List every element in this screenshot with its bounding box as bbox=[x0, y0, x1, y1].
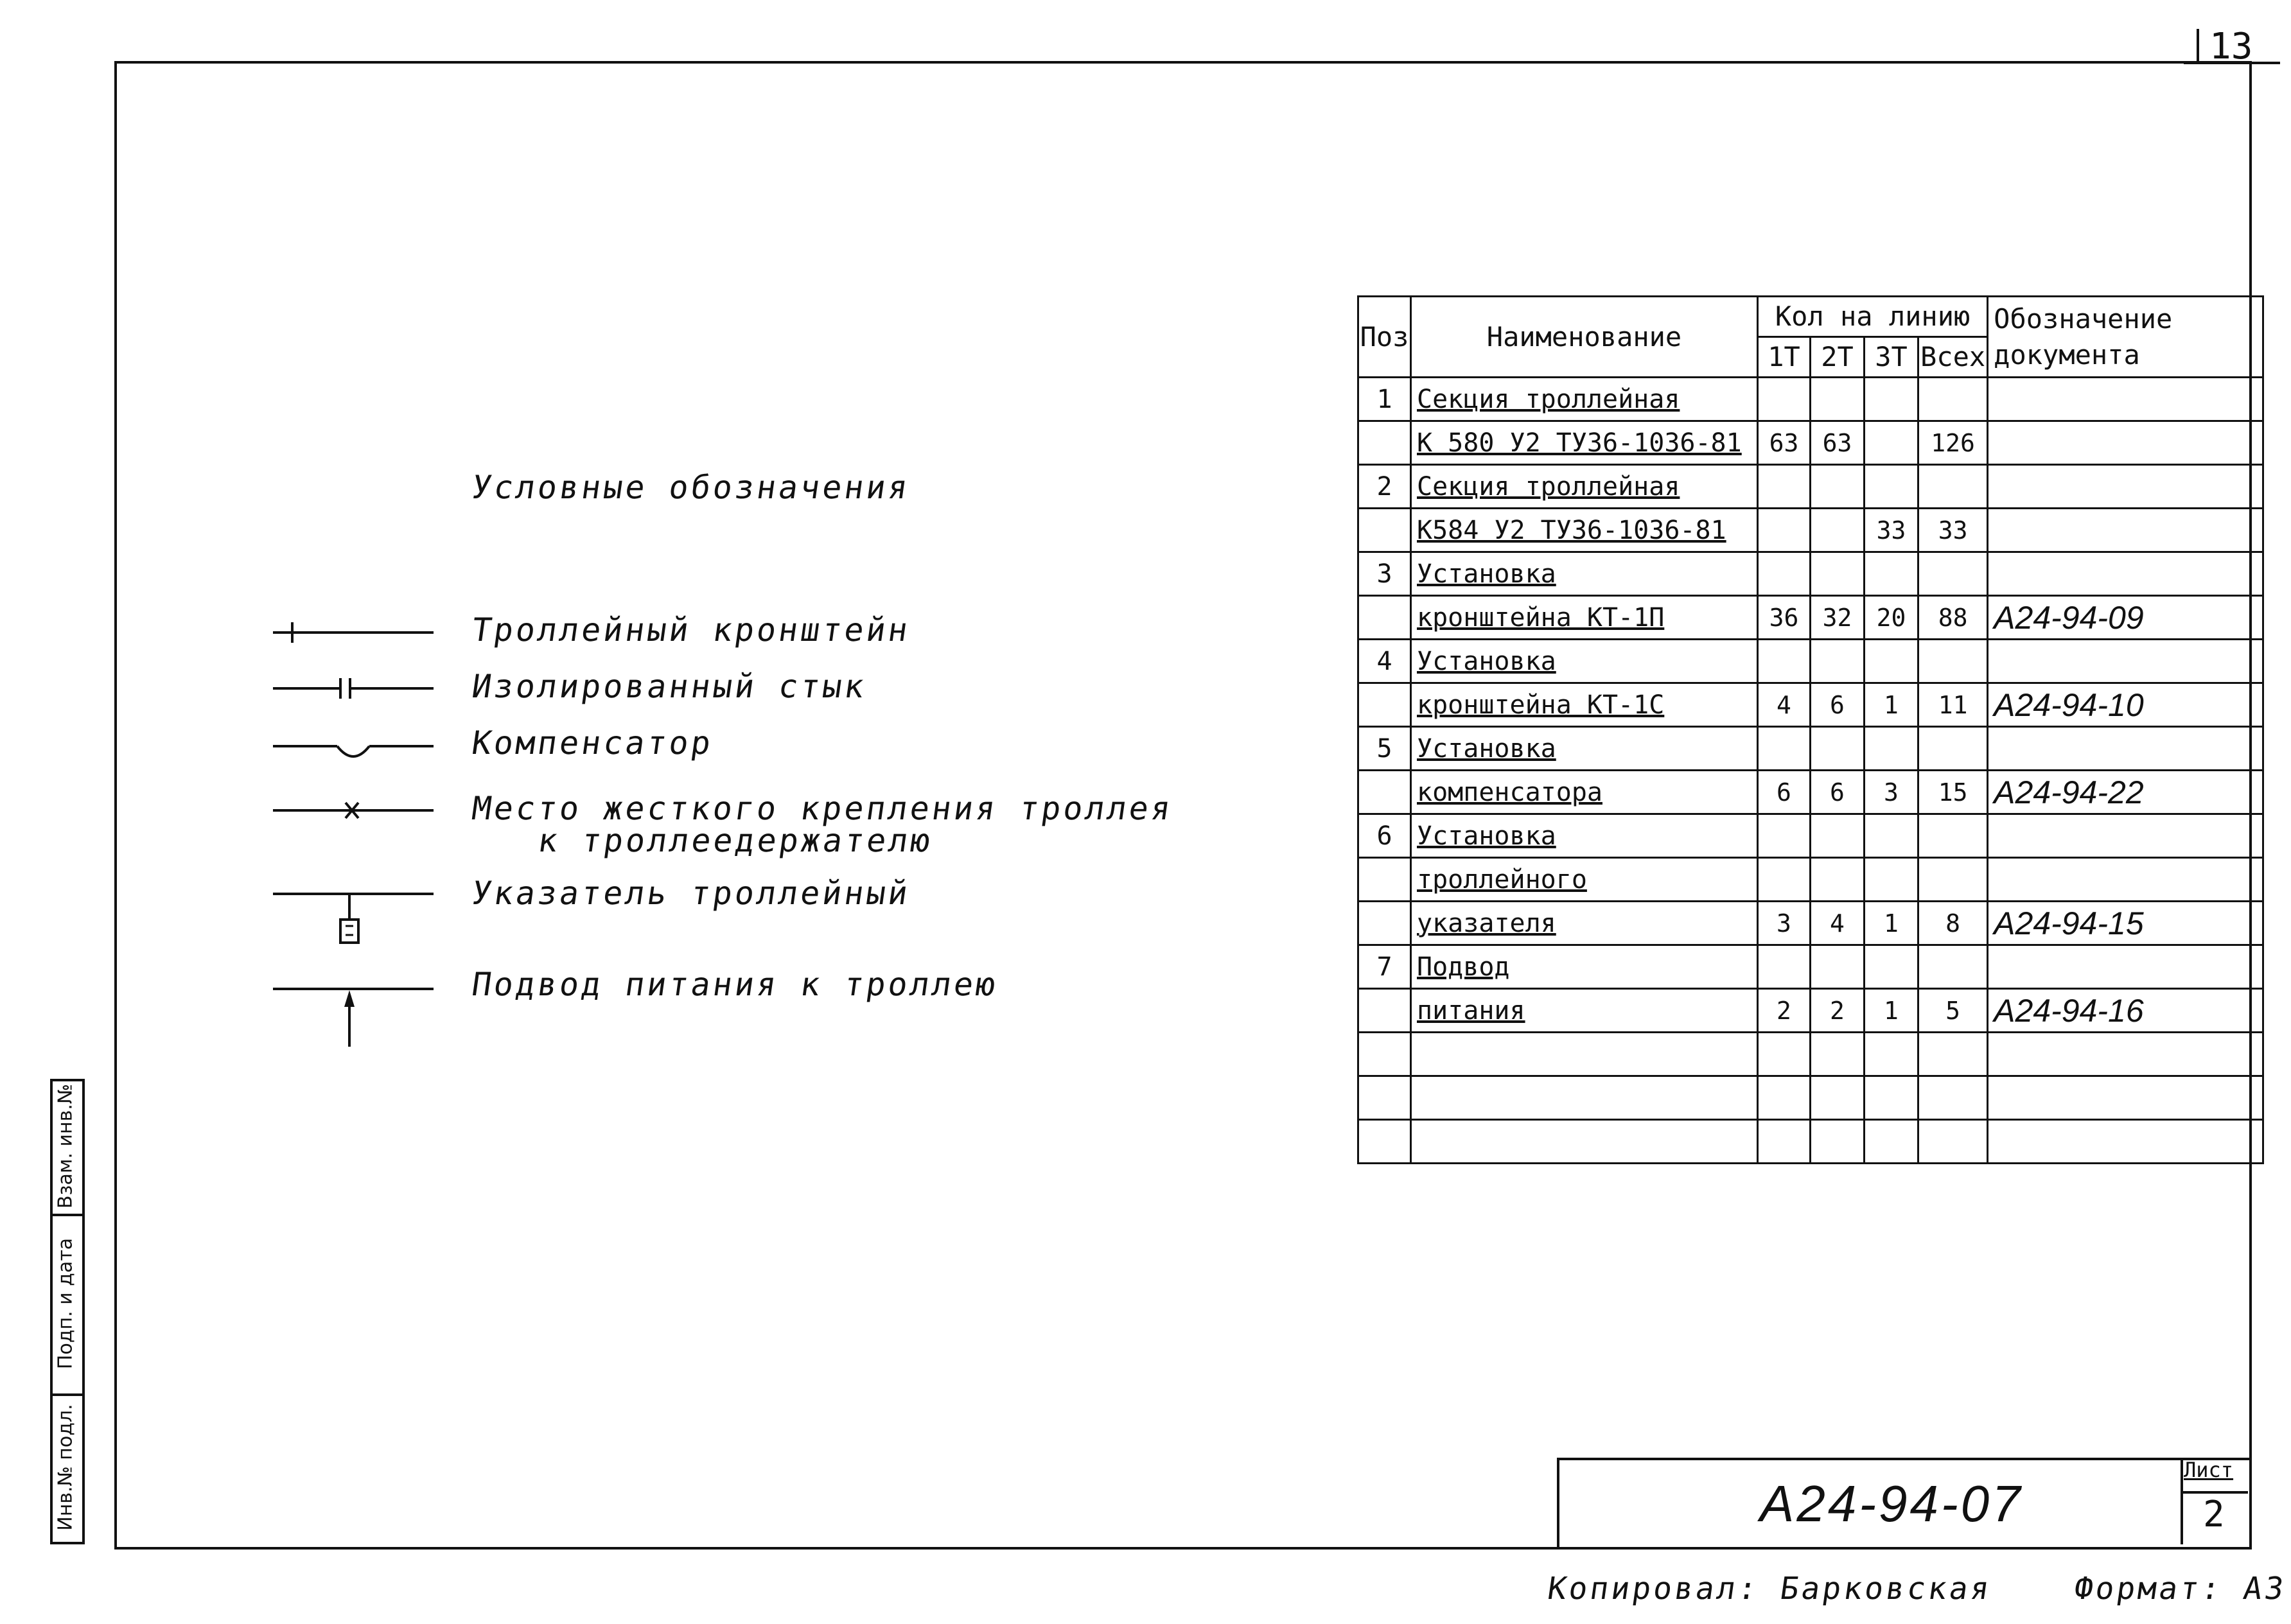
cell-qty-3t-text: 1 bbox=[1884, 690, 1899, 719]
table-row bbox=[1358, 945, 2263, 989]
table-row bbox=[1358, 727, 2263, 771]
cell-qty-2t bbox=[1811, 814, 1865, 858]
cell-doc bbox=[1988, 814, 2263, 858]
table-row bbox=[1358, 858, 2263, 902]
cell-qty-1t bbox=[1758, 683, 1811, 727]
cell-name bbox=[1411, 814, 1758, 858]
cell-qty-3t bbox=[1865, 640, 1918, 683]
cell-qty-3t bbox=[1865, 1076, 1918, 1120]
cell-doc bbox=[1988, 771, 2263, 814]
top-number-divider bbox=[2197, 29, 2199, 61]
cell-qty-2t bbox=[1811, 421, 1865, 465]
cell-name bbox=[1411, 378, 1758, 421]
cell-qty-all bbox=[1918, 1033, 1988, 1076]
cell-name bbox=[1411, 1076, 1758, 1120]
legend-title: Условные обозначения bbox=[469, 469, 913, 506]
cell-pos bbox=[1358, 858, 1411, 902]
cell-qty-1t bbox=[1758, 989, 1811, 1033]
cell-name-text: компенсатора bbox=[1417, 777, 1602, 807]
cell-name-text: троллейного bbox=[1417, 864, 1587, 895]
cell-qty-1t bbox=[1758, 378, 1811, 421]
cell-pos-text: 1 bbox=[1376, 384, 1392, 414]
header-qty-3t: 3Т bbox=[1865, 337, 1918, 378]
cell-qty-3t bbox=[1865, 727, 1918, 771]
cell-pos bbox=[1358, 989, 1411, 1033]
side-label-signature: Подп. и дата bbox=[54, 1237, 77, 1370]
cell-qty-all bbox=[1918, 771, 1988, 814]
cell-name bbox=[1411, 1120, 1758, 1164]
side-label-inventory: Инв.№ подл. bbox=[54, 1404, 77, 1531]
cell-doc bbox=[1988, 421, 2263, 465]
cell-doc bbox=[1988, 378, 2263, 421]
cell-name-text: К584 У2 ТУ36-1036-81 bbox=[1417, 515, 1726, 545]
cell-qty-2t-text: 2 bbox=[1830, 996, 1845, 1025]
header-pos: Поз bbox=[1358, 297, 1411, 378]
cell-doc bbox=[1988, 1120, 2263, 1164]
footer-format: Формат: А3 bbox=[2072, 1571, 2288, 1607]
insulated-joint-symbol-icon bbox=[270, 669, 437, 708]
cell-qty-3t-text: 20 bbox=[1876, 603, 1906, 632]
cell-qty-1t bbox=[1758, 1033, 1811, 1076]
cell-doc bbox=[1988, 640, 2263, 683]
table-row bbox=[1358, 902, 2263, 945]
cell-qty-3t bbox=[1865, 902, 1918, 945]
cell-doc-text: А24-94-10 bbox=[1994, 686, 2144, 723]
cell-name-text: Установка bbox=[1417, 821, 1556, 851]
cell-doc bbox=[1988, 902, 2263, 945]
cell-pos bbox=[1358, 552, 1411, 596]
cell-name bbox=[1411, 421, 1758, 465]
cell-doc bbox=[1988, 509, 2263, 552]
cell-name-text: Секция троллейная bbox=[1417, 384, 1680, 414]
table-header-row-1 bbox=[1358, 297, 2263, 337]
cell-qty-1t-text: 4 bbox=[1777, 690, 1791, 719]
cell-qty-3t bbox=[1865, 596, 1918, 640]
cell-qty-3t-text: 1 bbox=[1884, 909, 1899, 938]
compensator-symbol-icon bbox=[270, 727, 437, 772]
table-row bbox=[1358, 989, 2263, 1033]
cell-pos-text: 7 bbox=[1376, 952, 1392, 982]
cell-name bbox=[1411, 552, 1758, 596]
cell-qty-2t bbox=[1811, 945, 1865, 989]
cell-qty-2t bbox=[1811, 989, 1865, 1033]
header-name: Наименование bbox=[1411, 297, 1758, 378]
cell-doc bbox=[1988, 552, 2263, 596]
cell-qty-1t bbox=[1758, 902, 1811, 945]
cell-qty-2t bbox=[1811, 378, 1865, 421]
cell-name bbox=[1411, 596, 1758, 640]
cell-qty-3t bbox=[1865, 989, 1918, 1033]
cell-doc-text: А24-94-16 bbox=[1994, 992, 2144, 1029]
legend-label-rigid-fixing-line2: к троллеедержателю bbox=[535, 822, 935, 859]
header-qty-2t: 2Т bbox=[1811, 337, 1865, 378]
cell-qty-1t bbox=[1758, 858, 1811, 902]
cell-qty-2t-text: 6 bbox=[1830, 778, 1845, 807]
cell-qty-all-text: 15 bbox=[1938, 778, 1968, 807]
table-row bbox=[1358, 552, 2263, 596]
table-row bbox=[1358, 640, 2263, 683]
cell-pos bbox=[1358, 378, 1411, 421]
cell-qty-3t bbox=[1865, 945, 1918, 989]
side-cell-inventory bbox=[53, 1393, 78, 1541]
table-row bbox=[1358, 509, 2263, 552]
cell-qty-2t-text: 4 bbox=[1830, 909, 1845, 938]
cell-qty-1t bbox=[1758, 421, 1811, 465]
cell-qty-1t bbox=[1758, 640, 1811, 683]
cell-pos-text: 2 bbox=[1376, 471, 1392, 502]
header-qty-all: Всех bbox=[1918, 337, 1988, 378]
cell-pos bbox=[1358, 465, 1411, 509]
cell-pos bbox=[1358, 814, 1411, 858]
cell-qty-1t-text: 2 bbox=[1777, 996, 1791, 1025]
cell-qty-3t bbox=[1865, 858, 1918, 902]
side-stamp bbox=[50, 1079, 114, 1544]
header-doc: Обозначение документа bbox=[1988, 297, 2263, 378]
cell-name-text: кронштейна КТ-1С bbox=[1417, 690, 1665, 720]
cell-pos bbox=[1358, 727, 1411, 771]
cell-name bbox=[1411, 771, 1758, 814]
cell-pos bbox=[1358, 1076, 1411, 1120]
cell-qty-1t bbox=[1758, 814, 1811, 858]
cell-qty-2t bbox=[1811, 858, 1865, 902]
cell-qty-2t bbox=[1811, 1076, 1865, 1120]
cell-name-text: питания bbox=[1417, 995, 1525, 1026]
cell-name-text: Установка bbox=[1417, 646, 1556, 676]
cell-qty-all bbox=[1918, 858, 1988, 902]
title-block-designation: А24-94-07 bbox=[1760, 1475, 2023, 1532]
cell-qty-all bbox=[1918, 1076, 1988, 1120]
cell-qty-1t bbox=[1758, 771, 1811, 814]
specification-table bbox=[1357, 295, 2264, 1164]
legend-label-rigid-fixing: Место жесткого крепления троллея bbox=[469, 790, 1176, 827]
cell-doc bbox=[1988, 596, 2263, 640]
cell-qty-1t bbox=[1758, 1120, 1811, 1164]
cell-qty-1t bbox=[1758, 465, 1811, 509]
legend-label-power-feed: Подвод питания к троллею bbox=[469, 966, 1001, 1003]
cell-qty-2t-text: 32 bbox=[1822, 603, 1852, 632]
cell-pos bbox=[1358, 509, 1411, 552]
cell-qty-3t bbox=[1865, 465, 1918, 509]
cell-name bbox=[1411, 727, 1758, 771]
cell-doc bbox=[1988, 1033, 2263, 1076]
cell-qty-all-text: 5 bbox=[1945, 996, 1961, 1025]
cell-qty-all bbox=[1918, 552, 1988, 596]
cell-qty-1t bbox=[1758, 552, 1811, 596]
cell-doc bbox=[1988, 1076, 2263, 1120]
table-body bbox=[1358, 378, 2263, 1164]
cell-qty-all bbox=[1918, 465, 1988, 509]
table-row bbox=[1358, 771, 2263, 814]
cell-qty-all bbox=[1918, 902, 1988, 945]
side-cell-signature bbox=[53, 1214, 78, 1393]
cell-name bbox=[1411, 858, 1758, 902]
cell-pos bbox=[1358, 945, 1411, 989]
side-cell-substitution bbox=[53, 1079, 78, 1214]
cell-qty-2t-text: 6 bbox=[1830, 690, 1845, 719]
cell-qty-3t bbox=[1865, 814, 1918, 858]
cell-name-text: Установка bbox=[1417, 559, 1556, 589]
cell-doc-text: А24-94-15 bbox=[1994, 905, 2144, 941]
header-qty-1t: 1Т bbox=[1758, 337, 1811, 378]
cell-qty-1t bbox=[1758, 727, 1811, 771]
cell-qty-2t bbox=[1811, 771, 1865, 814]
cell-qty-1t-text: 36 bbox=[1769, 603, 1799, 632]
cell-pos bbox=[1358, 640, 1411, 683]
cell-qty-all bbox=[1918, 1120, 1988, 1164]
cell-qty-2t bbox=[1811, 902, 1865, 945]
cell-qty-all bbox=[1918, 683, 1988, 727]
cell-pos bbox=[1358, 683, 1411, 727]
cell-doc bbox=[1988, 683, 2263, 727]
cell-qty-1t bbox=[1758, 509, 1811, 552]
cell-qty-1t bbox=[1758, 1076, 1811, 1120]
cell-qty-all-text: 33 bbox=[1938, 516, 1968, 545]
header-qty-group: Кол на линию bbox=[1758, 297, 1988, 337]
cell-qty-2t bbox=[1811, 509, 1865, 552]
cell-pos bbox=[1358, 421, 1411, 465]
cell-name-text: кронштейна КТ-1П bbox=[1417, 602, 1665, 633]
cell-doc bbox=[1988, 989, 2263, 1033]
cell-qty-2t bbox=[1811, 552, 1865, 596]
cell-qty-3t bbox=[1865, 509, 1918, 552]
cell-name-text: Установка bbox=[1417, 733, 1556, 764]
cell-qty-1t-text: 63 bbox=[1769, 428, 1799, 457]
cell-qty-2t bbox=[1811, 727, 1865, 771]
cell-name-text: Подвод bbox=[1417, 952, 1510, 982]
rigid-fixing-symbol-icon bbox=[270, 791, 437, 830]
table-row bbox=[1358, 465, 2263, 509]
cell-qty-2t bbox=[1811, 1120, 1865, 1164]
trolley-bracket-symbol-icon bbox=[270, 613, 437, 652]
cell-qty-3t-text: 3 bbox=[1884, 778, 1899, 807]
legend-label-trolley-bracket: Троллейный кронштейн bbox=[469, 611, 913, 649]
cell-qty-3t bbox=[1865, 378, 1918, 421]
title-block-sheet-label: Лист bbox=[2184, 1458, 2234, 1482]
title-block-sheet-divider bbox=[2181, 1458, 2183, 1544]
cell-qty-1t-text: 6 bbox=[1777, 778, 1791, 807]
cell-doc-text: А24-94-22 bbox=[1994, 774, 2144, 810]
cell-name bbox=[1411, 509, 1758, 552]
cell-qty-2t-text: 63 bbox=[1822, 428, 1852, 457]
sheet-top-number: 13 bbox=[2209, 26, 2253, 67]
cell-qty-3t bbox=[1865, 683, 1918, 727]
cell-doc bbox=[1988, 465, 2263, 509]
cell-name-text: указателя bbox=[1417, 908, 1556, 938]
cell-name-text: К 580 У2 ТУ36-1036-81 bbox=[1417, 428, 1742, 458]
cell-qty-2t bbox=[1811, 640, 1865, 683]
cell-name bbox=[1411, 683, 1758, 727]
cell-doc bbox=[1988, 858, 2263, 902]
cell-doc-text: А24-94-09 bbox=[1994, 599, 2144, 636]
cell-pos bbox=[1358, 1033, 1411, 1076]
cell-qty-all-text: 11 bbox=[1938, 690, 1968, 719]
cell-qty-2t bbox=[1811, 596, 1865, 640]
table-row bbox=[1358, 421, 2263, 465]
title-block-sheet-number: 2 bbox=[2203, 1494, 2225, 1535]
cell-qty-all bbox=[1918, 945, 1988, 989]
table-row bbox=[1358, 1033, 2263, 1076]
cell-qty-3t bbox=[1865, 1033, 1918, 1076]
legend-label-compensator: Компенсатор bbox=[469, 724, 716, 762]
cell-pos bbox=[1358, 771, 1411, 814]
cell-pos bbox=[1358, 1120, 1411, 1164]
cell-name bbox=[1411, 989, 1758, 1033]
cell-name bbox=[1411, 902, 1758, 945]
cell-qty-1t bbox=[1758, 945, 1811, 989]
cell-name-text: Секция троллейная bbox=[1417, 471, 1680, 502]
cell-qty-all bbox=[1918, 727, 1988, 771]
table-row bbox=[1358, 1120, 2263, 1164]
cell-pos bbox=[1358, 596, 1411, 640]
cell-qty-all bbox=[1918, 989, 1988, 1033]
cell-pos-text: 5 bbox=[1376, 733, 1392, 764]
legend-label-trolley-indicator: Указатель троллейный bbox=[469, 875, 913, 912]
cell-pos-text: 6 bbox=[1376, 821, 1392, 851]
cell-qty-3t bbox=[1865, 421, 1918, 465]
cell-qty-1t bbox=[1758, 596, 1811, 640]
cell-qty-1t-text: 3 bbox=[1777, 909, 1791, 938]
cell-doc bbox=[1988, 727, 2263, 771]
table-row bbox=[1358, 1076, 2263, 1120]
cell-qty-3t bbox=[1865, 552, 1918, 596]
trolley-indicator-symbol-icon bbox=[270, 881, 437, 952]
legend-label-insulated-joint: Изолированный стык bbox=[469, 668, 869, 705]
cell-qty-all bbox=[1918, 640, 1988, 683]
cell-qty-all bbox=[1918, 378, 1988, 421]
table-row bbox=[1358, 378, 2263, 421]
cell-pos bbox=[1358, 902, 1411, 945]
cell-doc bbox=[1988, 945, 2263, 989]
power-feed-symbol-icon bbox=[270, 976, 437, 1050]
cell-qty-all bbox=[1918, 814, 1988, 858]
cell-name bbox=[1411, 640, 1758, 683]
cell-qty-all-text: 8 bbox=[1945, 909, 1961, 938]
cell-qty-3t bbox=[1865, 771, 1918, 814]
cell-qty-3t-text: 33 bbox=[1876, 516, 1906, 545]
cell-qty-2t bbox=[1811, 1033, 1865, 1076]
cell-qty-3t-text: 1 bbox=[1884, 996, 1899, 1025]
cell-qty-all bbox=[1918, 509, 1988, 552]
cell-qty-3t bbox=[1865, 1120, 1918, 1164]
table-row bbox=[1358, 596, 2263, 640]
cell-name bbox=[1411, 1033, 1758, 1076]
cell-qty-all bbox=[1918, 596, 1988, 640]
table-row bbox=[1358, 683, 2263, 727]
cell-qty-all-text: 88 bbox=[1938, 603, 1968, 632]
cell-pos-text: 4 bbox=[1376, 646, 1392, 676]
cell-qty-all-text: 126 bbox=[1931, 428, 1975, 457]
table-row bbox=[1358, 814, 2263, 858]
cell-qty-2t bbox=[1811, 683, 1865, 727]
cell-qty-2t bbox=[1811, 465, 1865, 509]
cell-name bbox=[1411, 465, 1758, 509]
side-label-substitution: Взам. инв.№ bbox=[54, 1083, 77, 1209]
cell-name bbox=[1411, 945, 1758, 989]
cell-pos-text: 3 bbox=[1376, 559, 1392, 589]
footer-copied-by: Копировал: Барковская bbox=[1545, 1571, 1994, 1607]
cell-qty-all bbox=[1918, 421, 1988, 465]
